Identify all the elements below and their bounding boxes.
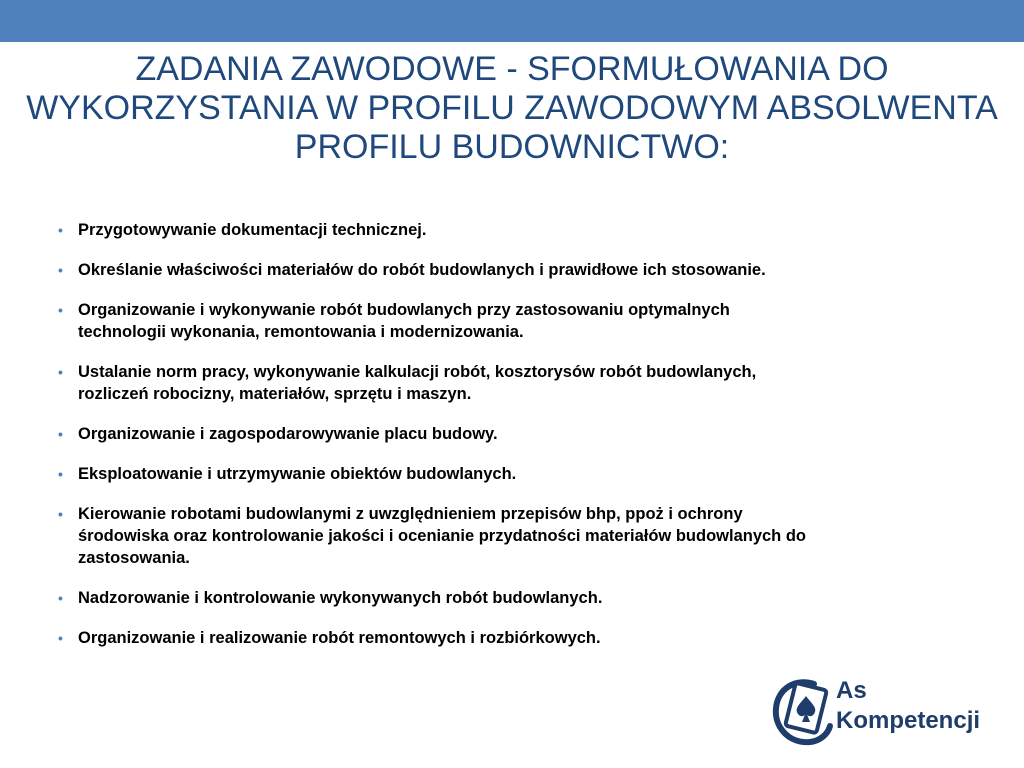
bullet-text-line: środowiska oraz kontrolowanie jakości i ocenianie przydatności materiałów budowlanych do xyxy=(78,527,807,545)
bullet-text-line: Organizowanie i realizowanie robót remontowych i rozbiórkowych. xyxy=(78,629,601,647)
bullet-item xyxy=(58,627,958,649)
bullet-text-line: rozliczeń robocizny, materiałów, sprzętu i maszyn. xyxy=(78,385,472,403)
bullet-dot-icon: • xyxy=(58,506,63,522)
title-line-1: ZADANIA ZAWODOWE - SFORMUŁOWANIA DO xyxy=(135,50,889,88)
bullet-dot-icon: • xyxy=(58,426,63,442)
bullet-dot-icon: • xyxy=(58,590,63,606)
bullet-item xyxy=(58,423,958,445)
bullet-item xyxy=(58,463,958,485)
logo-text xyxy=(836,676,980,736)
top-accent-bar xyxy=(0,0,1024,42)
bullet-text-line: Nadzorowanie i kontrolowanie wykonywanych robót budowlanych. xyxy=(78,589,603,607)
bullet-text-line: Organizowanie i zagospodarowywanie placu budowy. xyxy=(78,425,498,443)
bullet-text-line: Kierowanie robotami budowlanymi z uwzględnieniem przepisów bhp, ppoż i ochrony xyxy=(78,505,743,523)
bullet-text-line: Przygotowywanie dokumentacji technicznej. xyxy=(78,221,427,239)
bullet-text-line: Eksploatowanie i utrzymywanie obiektów budowlanych. xyxy=(78,465,517,483)
bullet-item xyxy=(58,361,958,405)
bullet-item xyxy=(58,587,958,609)
bullet-text-line: Określanie właściwości materiałów do robót budowlanych i prawidłowe ich stosowanie. xyxy=(78,261,766,279)
bullet-item xyxy=(58,259,958,281)
bullet-text-line: zastosowania. xyxy=(78,549,190,567)
bullet-item xyxy=(58,503,958,569)
spade-card-icon xyxy=(770,672,834,748)
bullet-text-line: technologii wykonania, remontowania i modernizowania. xyxy=(78,323,524,341)
bullet-text-line: Organizowanie i wykonywanie robót budowlanych przy zastosowaniu optymalnych xyxy=(78,301,730,319)
title-line-3: PROFILU BUDOWNICTWO: xyxy=(294,128,730,166)
as-kompetencji-logo xyxy=(770,672,1000,752)
bullet-dot-icon: • xyxy=(58,222,63,238)
bullet-dot-icon: • xyxy=(58,302,63,318)
bullet-item xyxy=(58,219,958,241)
bullet-dot-icon: • xyxy=(58,466,63,482)
bullet-dot-icon: • xyxy=(58,630,63,646)
bullet-list xyxy=(58,219,958,667)
logo-text-kompetencji: Kompetencji xyxy=(836,707,981,734)
bullet-item xyxy=(58,299,958,343)
logo-text-as: As xyxy=(836,677,867,704)
slide-title xyxy=(20,50,1004,167)
bullet-dot-icon: • xyxy=(58,262,63,278)
bullet-dot-icon: • xyxy=(58,364,63,380)
bullet-text-line: Ustalanie norm pracy, wykonywanie kalkulacji robót, kosztorysów robót budowlanych, xyxy=(78,363,757,381)
title-line-2: WYKORZYSTANIA W PROFILU ZAWODOWYM ABSOLWENTA xyxy=(26,89,998,127)
